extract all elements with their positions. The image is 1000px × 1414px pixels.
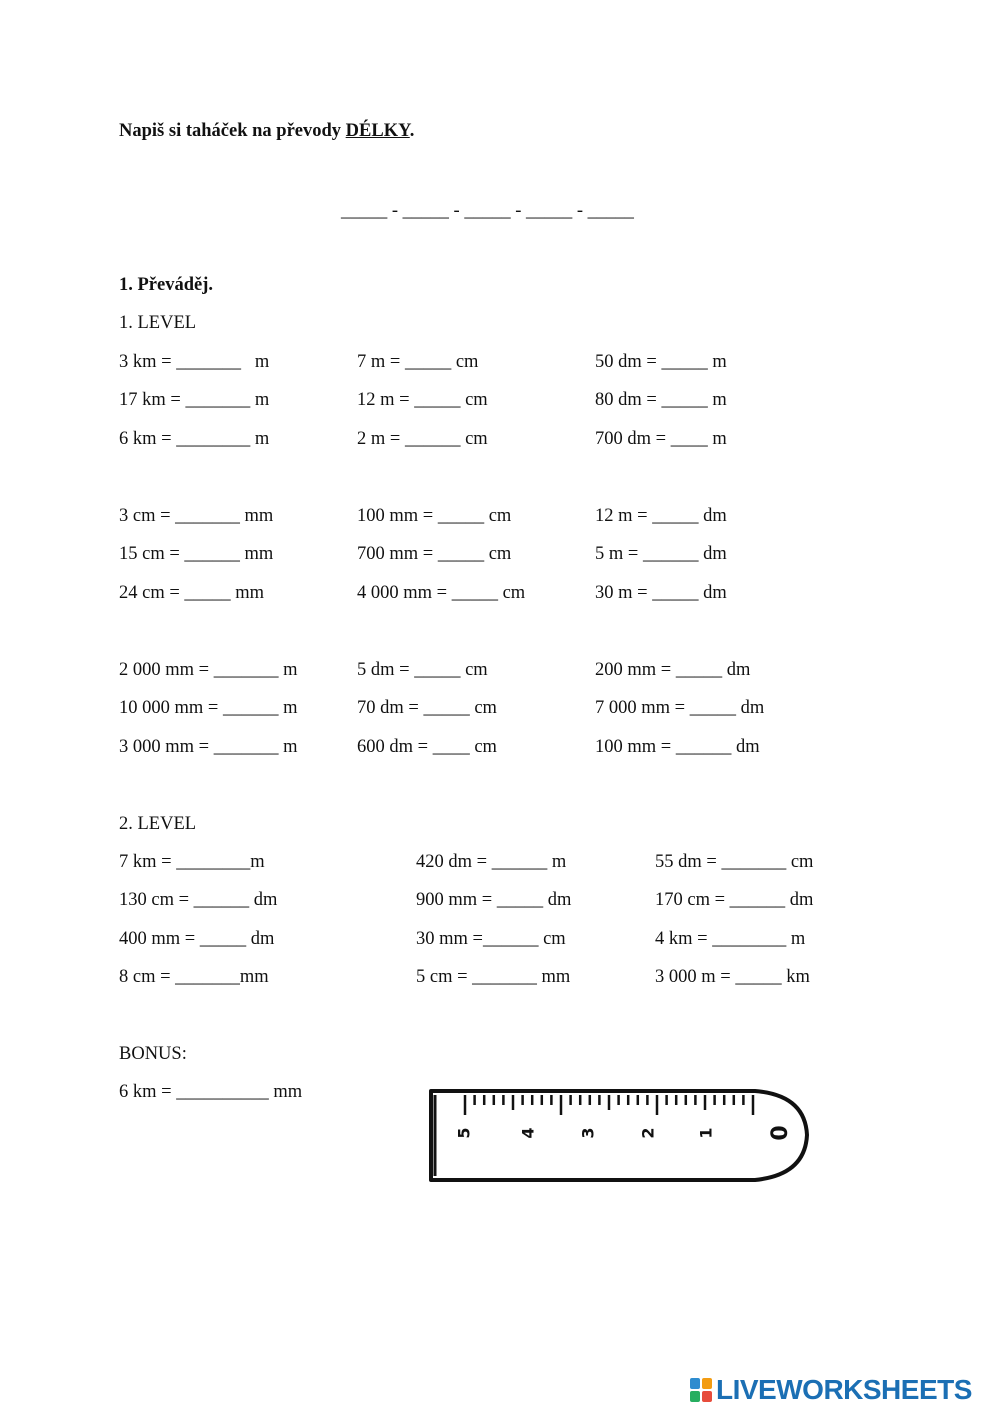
exercise-item: 3 000 mm = _______ m — [119, 737, 298, 757]
ruler-number: 2 — [638, 1127, 658, 1139]
exercise-item: 4 km = ________ m — [655, 929, 806, 949]
worksheet-title — [119, 120, 414, 142]
exercise-item: 420 dm = ______ m — [416, 852, 567, 872]
ruler-illustration — [425, 1083, 815, 1188]
exercise-item: 700 mm = _____ cm — [357, 544, 512, 564]
exercise-item: 400 mm = _____ dm — [119, 929, 275, 949]
exercise-item: 200 mm = _____ dm — [595, 660, 751, 680]
exercise-item: 12 m = _____ cm — [357, 390, 488, 410]
ruler-number: 5 — [454, 1127, 474, 1139]
exercise-item: 12 m = _____ dm — [595, 506, 727, 526]
exercise-item: 15 cm = ______ mm — [119, 544, 274, 564]
exercise-item: 17 km = _______ m — [119, 390, 270, 410]
bonus-label: BONUS: — [119, 1044, 187, 1064]
ruler-number: 1 — [696, 1127, 716, 1139]
exercise-item: 5 cm = _______ mm — [416, 967, 571, 987]
exercise-item: 7 m = _____ cm — [357, 352, 479, 372]
title-suffix: . — [409, 121, 415, 141]
exercise-item: 2 000 mm = _______ m — [119, 660, 298, 680]
bonus-exercise: 6 km = __________ mm — [119, 1082, 303, 1102]
exercise-item: 3 km = _______ m — [119, 352, 270, 372]
exercise-item: 55 dm = _______ cm — [655, 852, 814, 872]
liveworksheets-logo — [690, 1374, 972, 1406]
exercise-item: 5 dm = _____ cm — [357, 660, 488, 680]
exercise-item: 4 000 mm = _____ cm — [357, 583, 526, 603]
exercise-item: 130 cm = ______ dm — [119, 890, 278, 910]
exercise-item: 3 cm = _______ mm — [119, 506, 274, 526]
exercise-item: 70 dm = _____ cm — [357, 698, 497, 718]
exercise-item: 30 mm =______ cm — [416, 929, 566, 949]
exercise-item: 24 cm = _____ mm — [119, 583, 265, 603]
ruler-number: 0 — [768, 1125, 793, 1141]
exercise-item: 100 mm = _____ cm — [357, 506, 512, 526]
title-prefix: Napiš si taháček na převody — [119, 121, 346, 141]
task-heading: 1. Převáděj. — [119, 275, 214, 295]
exercise-item: 80 dm = _____ m — [595, 390, 727, 410]
exercise-item: 170 cm = ______ dm — [655, 890, 814, 910]
exercise-item: 2 m = ______ cm — [357, 429, 488, 449]
exercise-item: 600 dm = ____ cm — [357, 737, 497, 757]
exercise-item: 30 m = _____ dm — [595, 583, 727, 603]
title-emphasis: DÉLKY — [345, 121, 410, 141]
exercise-item: 10 000 mm = ______ m — [119, 698, 298, 718]
exercise-item: 5 m = ______ dm — [595, 544, 727, 564]
exercise-item: 7 000 mm = _____ dm — [595, 698, 765, 718]
exercise-item: 700 dm = ____ m — [595, 429, 727, 449]
ruler-number: 3 — [578, 1127, 598, 1139]
level1-label: 1. LEVEL — [119, 313, 197, 333]
ruler-number: 4 — [518, 1127, 538, 1139]
level2-label: 2. LEVEL — [119, 814, 197, 834]
exercise-item: 6 km = ________ m — [119, 429, 270, 449]
exercise-item: 3 000 m = _____ km — [655, 967, 810, 987]
exercise-item: 100 mm = ______ dm — [595, 737, 760, 757]
logo-mark-icon — [690, 1378, 712, 1402]
cheat-sheet-line: _____ - _____ - _____ - _____ - _____ — [341, 201, 634, 221]
logo-text: LIVEWORKSHEETS — [716, 1374, 972, 1405]
exercise-item: 50 dm = _____ m — [595, 352, 727, 372]
exercise-item: 7 km = ________m — [119, 852, 265, 872]
exercise-item: 8 cm = _______mm — [119, 967, 269, 987]
exercise-item: 900 mm = _____ dm — [416, 890, 572, 910]
